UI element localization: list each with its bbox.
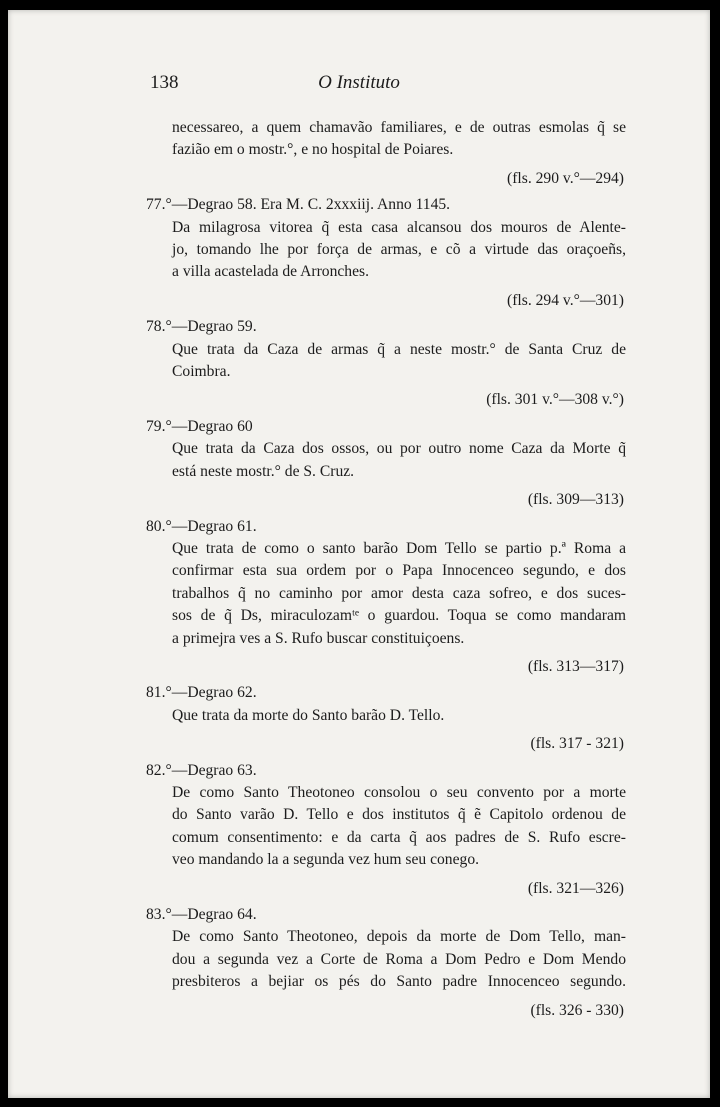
entry-text [146,926,626,993]
entry-text [146,438,626,483]
page-body [146,117,626,1026]
folio-reference: (fls. 321—326) [527,879,624,897]
entry-text [146,217,626,284]
entry-text [146,339,626,384]
book-page [8,10,710,1098]
entry-text [146,705,626,727]
intro-paragraph [146,117,626,162]
running-title: O Instituto [318,72,400,93]
entry-heading: 81.°—Degrao 62. [146,684,257,702]
page-number: 138 [150,72,179,93]
folio-reference: (fls. 313—317) [527,657,624,675]
text-line: veo mandando la a segunda vez hum seu conego. [172,851,480,869]
folio-reference: (fls. 317 - 321) [530,735,624,753]
folio-reference: (fls. 294 v.°—301) [507,291,624,309]
entry-heading: 78.°—Degrao 59. [146,318,257,336]
text-line: está neste mostr.° de S. Cruz. [172,462,355,480]
text-line: Da milagrosa vitorea q̃ esta casa alcansou dos mouros de Alente- [172,218,626,236]
entry-text [146,782,626,872]
text-line: a primejra ves a S. Rufo buscar constituiçoens. [172,629,465,647]
text-line: Que trata da morte do Santo barão D. Tello. [172,706,445,724]
entry-text [146,538,626,650]
text-line: Que trata da Caza dos ossos, ou por outro nome Caza da Morte q̃ [172,440,626,458]
page-header [8,72,710,100]
text-line: a villa acastelada de Arronches. [172,263,369,281]
text-line: comum consentimento: e da carta q̃ aos padres de S. Rufo escre- [172,828,626,846]
folio-reference: (fls. 309—313) [527,491,624,509]
folio-reference: (fls. 290 v.°—294) [507,169,624,187]
text-line: Que trata de como o santo barão Dom Tello se partio p.ª Roma a [172,539,626,557]
text-line: trabalhos q̃ no caminho por amor desta caza sofreo, e dos suces- [172,584,626,602]
entry-heading: 79.°—Degrao 60 [146,417,253,435]
text-line: do Santo varão D. Tello e dos institutos q̃ ẽ Capitolo ordenou de [172,806,626,824]
text-line: De como Santo Theotoneo consolou o seu convento por a morte [172,783,626,801]
text-line: jo, tomando lhe por força de armas, e cõ a virtude das oraçoeñs, [172,241,626,259]
folio-reference: (fls. 326 - 330) [530,1001,624,1019]
text-line: dou a segunda vez a Corte de Roma a Dom Pedro e Dom Mendo [172,950,626,968]
text-line: presbiteros a bejiar os pés do Santo padre Innocenceo segundo. [172,973,626,991]
entry-heading: 83.°—Degrao 64. [146,906,257,923]
text-line: Coimbra. [172,363,231,381]
text-line: fazião em o mostr.°, e no hospital de Poiares. [172,141,454,159]
text-line: confirmar esta sua ordem por o Papa Innocenceo segundo, e dos [172,562,626,580]
text-line: sos de q̃ Ds, miraculozamᵗᵉ o guardou. Toqua se como mandaram [172,607,626,625]
folio-reference: (fls. 301 v.°—308 v.°) [486,391,624,409]
text-line: De como Santo Theotoneo, depois da morte de Dom Tello, man- [172,928,626,946]
entry-heading: 82.°—Degrao 63. [146,761,257,779]
entry-heading: 80.°—Degrao 61. [146,517,257,535]
entry-heading: 77.°—Degrao 58. Era M. C. 2xxxiij. Anno 1145. [146,196,451,214]
text-line: Que trata da Caza de armas q̃ a neste mostr.° de Santa Cruz de [172,340,626,358]
text-line: necessareo, a quem chamavão familiares, e de outras esmolas q̃ se [172,119,626,136]
